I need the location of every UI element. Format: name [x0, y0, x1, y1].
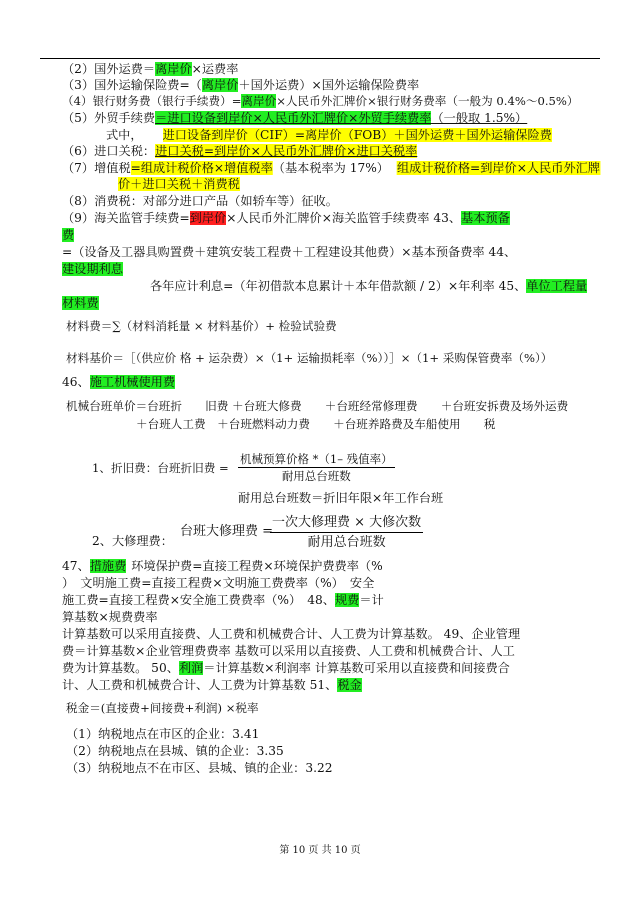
- line-tax-heading: 计、人工费和机械费合计、人工费为计算基数 51、税金: [62, 678, 362, 692]
- depreciation-numerator: 机械预算价格 *（1– 残值率）: [240, 452, 393, 466]
- line-interest-heading: 建设期利息: [62, 262, 123, 276]
- line-machine-shift-price-cont: ＋台班人工费 ＋台班燃料动力费 ＋台班养路费及车船使用 税: [136, 417, 496, 431]
- line-foreign-freight: （2）国外运费＝离岸价×运费率: [62, 62, 239, 76]
- overhaul-numerator: 一次大修理费 × 大修次数: [270, 514, 423, 533]
- line-measures-fee: 47、措施费 环境保护费=直接工程费×环境保护费费率（%: [62, 559, 383, 573]
- depreciation-fraction: [238, 452, 395, 483]
- line-bank-fee: （4）银行财务费（银行手续费）=离岸价×人民币外汇牌价×银行财务费率（一般为 0.4%～0.5%）: [62, 94, 579, 108]
- line-overhaul-eq: 台班大修理费 =: [180, 524, 274, 539]
- line-safety-fee: 施工费=直接工程费×安全施工费费率（%） 48、规费＝计: [62, 593, 384, 607]
- page-footer: 第 10 页 共 10 页: [279, 845, 361, 856]
- line-total-shifts: 耐用总台班数＝折旧年限×年工作台班: [238, 491, 444, 505]
- line-civil-construction-fee: ） 文明施工费=直接工程费×文明施工费费率（%） 安全: [62, 576, 375, 590]
- header-rule: [40, 58, 600, 59]
- line-trade-fee: （5）外贸手续费＝进口设备到岸价×人民币外汇牌价×外贸手续费率（一般取 1.5%）: [62, 111, 528, 125]
- line-tax-urban: （1）纳税地点在市区的企业：3.41: [66, 727, 260, 741]
- line-tax-other: （3）纳税地点不在市区、县城、镇的企业：3.22: [66, 761, 333, 775]
- line-vat: （7）增值税=组成计税价格×增值税率（基本税率为 17%） 组成计税价格=到岸价×人民币外汇牌: [62, 161, 600, 175]
- line-foreign-insurance: （3）国外运输保险费=（离岸价＋国外运费）×国外运输保险费率: [62, 78, 420, 92]
- line-import-duty: （6）进口关税：进口关税=到岸价×人民币外汇牌价×进口关税率: [62, 144, 418, 158]
- line-tax-county: （2）纳税地点在县城、镇的企业：3.35: [66, 744, 284, 758]
- line-regulation-fee: 算基数×规费费率: [62, 610, 158, 624]
- line-cif-formula: 式中， 进口设备到岸价（CIF）=离岸价（FOB）＋国外运费＋国外运输保险费: [106, 128, 552, 142]
- line-material-base-price: 材料基价＝［（供应价 格 + 运杂费）×（1+ 运输损耗率（%））］×（1+ 采购保管费率（%））: [66, 351, 553, 365]
- depreciation-denominator: 耐用总台班数: [281, 469, 351, 483]
- overhaul-fraction: [270, 514, 423, 551]
- line-interest-formula: 各年应计利息=（年初借款本息累计＋本年借款额 / 2）×年利率 45、单位工程量: [150, 279, 588, 293]
- line-machinery-heading: 46、施工机械使用费: [62, 375, 176, 389]
- line-basic-reserve-formula: =（设备及工器具购置费＋建筑安装工程费＋工程建设其他费）×基本预备费率 44、: [62, 245, 517, 259]
- line-management-fee: 费＝计算基数×企业管理费费率 基数可以采用以直接费、人工费和机械费合计、人工: [62, 644, 515, 658]
- line-vat-cont: 价＋进口关税＋消费税: [118, 177, 240, 191]
- line-material-heading: 材料费: [62, 296, 99, 310]
- line-overhaul-label: 2、大修理费：: [92, 534, 173, 548]
- line-consumption-tax: （8）消费税：对部分进口产品（如轿车等）征收。: [62, 194, 338, 208]
- line-customs-fee: （9）海关监管手续费=到岸价×人民币外汇牌价×海关监管手续费率 43、基本预备: [62, 211, 510, 225]
- line-calc-base: 计算基数可以采用直接费、人工费和机械费合计、人工费为计算基数。 49、企业管理: [62, 627, 521, 641]
- line-machine-shift-price: 机械台班单价＝台班折 旧费 ＋台班大修费 ＋台班经常修理费 ＋台班安拆费及场外运费: [66, 399, 569, 413]
- line-basic-reserve-end: 费: [62, 228, 75, 242]
- line-profit: 费为计算基数。 50、利润＝计算基数×利润率 计算基数可采用以直接费和间接费合: [62, 661, 510, 675]
- line-tax-formula: 税金＝(直接费+间接费+利润) ×税率: [66, 701, 259, 715]
- overhaul-denominator: 耐用总台班数: [307, 535, 386, 550]
- line-depreciation-label: 1、折旧费：台班折旧费 =: [92, 461, 229, 475]
- line-material-cost: 材料费＝∑（材料消耗量 × 材料基价）+ 检验试验费: [66, 319, 337, 333]
